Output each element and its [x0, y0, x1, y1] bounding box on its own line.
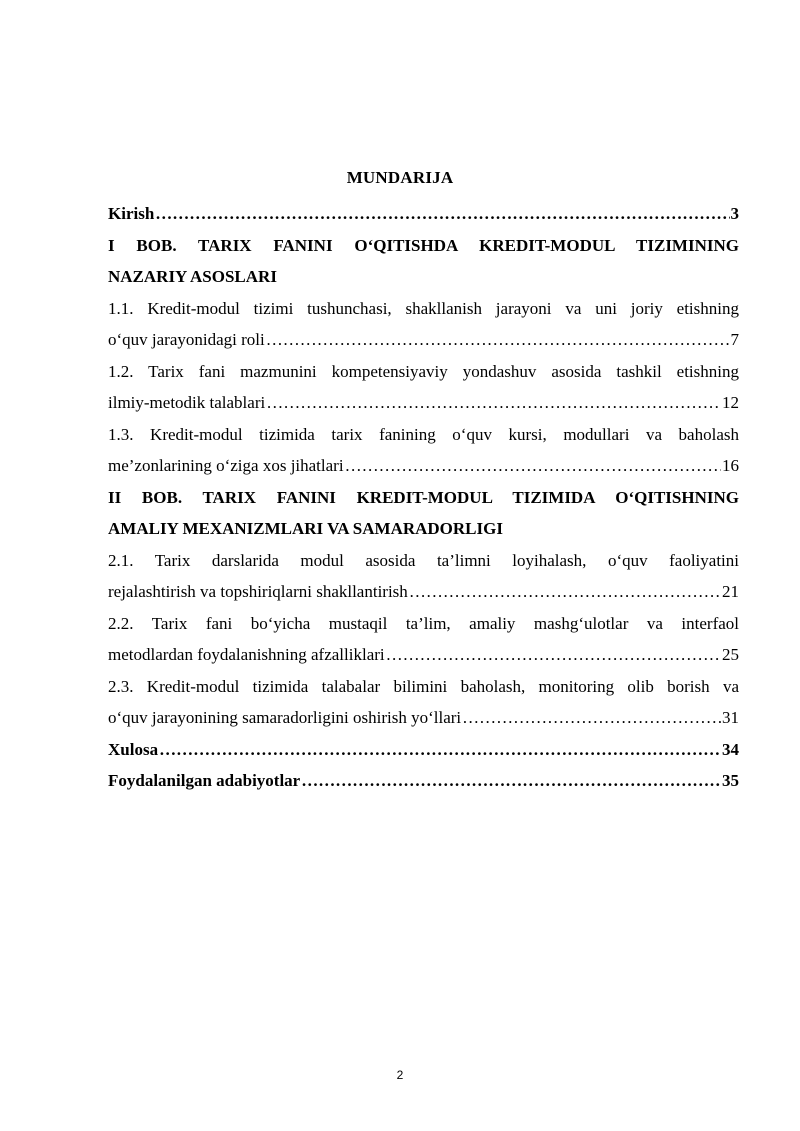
- toc-page-number: 3: [730, 204, 739, 223]
- toc-entry-text: 2.1. Tarix darslarida modul asosida ta’limni loyihalash, o‘quv faoliyatini: [108, 550, 739, 570]
- toc-page-number: 25: [722, 645, 739, 664]
- toc-entry-text: o‘quv jarayonidagi roli: [108, 330, 265, 349]
- toc-page-number: 35: [722, 771, 739, 790]
- toc-entry-text: NAZARIY ASOSLARI: [108, 267, 277, 286]
- toc-entry-text: me’zonlarining o‘ziga xos jihatlari: [108, 456, 344, 475]
- toc-entry-text: 1.1. Kredit-modul tizimi tushunchasi, shakllanish jarayoni va uni joriy etishning: [108, 298, 739, 318]
- dot-leader: [462, 702, 721, 734]
- dot-leader: [386, 639, 721, 671]
- toc-entry-section-1-1[interactable]: [108, 293, 739, 356]
- table-of-contents: [108, 198, 739, 797]
- toc-entry-text: o‘quv jarayonining samaradorligini oshirish yo‘llari: [108, 708, 462, 727]
- toc-entry-text: metodlardan foydalanishning afzalliklari: [108, 645, 385, 664]
- toc-entry-text: rejalashtirish va topshiriqlarni shakllantirish: [108, 582, 408, 601]
- toc-entry-text: ilmiy-metodik talablari: [108, 393, 266, 412]
- toc-entry-chapter-2[interactable]: [108, 482, 739, 545]
- toc-page-number: 21: [722, 582, 739, 601]
- dot-leader: [266, 324, 730, 356]
- toc-page-number: 34: [722, 739, 739, 759]
- page-number: 2: [396, 1068, 404, 1082]
- dot-leader: [409, 576, 721, 608]
- toc-entry-text: AMALIY MEXANIZMLARI VA SAMARADORLIGI: [108, 519, 503, 538]
- toc-entry-text: Foydalanilgan adabiyotlar: [108, 771, 301, 790]
- toc-page-number: 12: [722, 393, 739, 412]
- toc-title: MUNDARIJA: [346, 168, 454, 187]
- toc-page-number: 16: [722, 456, 739, 475]
- dot-leader: [266, 387, 721, 419]
- toc-entry-text: 2.3. Kredit-modul tizimida talabalar bilimini baholash, monitoring olib borish va: [108, 676, 739, 696]
- toc-entry-text: 1.3. Kredit-modul tizimida tarix fanining o‘quv kursi, modullari va baholash: [108, 424, 739, 444]
- toc-entry-references[interactable]: [108, 765, 739, 797]
- toc-entry-section-1-3[interactable]: [108, 419, 739, 482]
- dot-leader: [159, 734, 721, 766]
- toc-entry-text: I BOB. TARIX FANINI O‘QITISHDA KREDIT-MODUL TIZIMINING: [108, 235, 739, 255]
- toc-entry-conclusion[interactable]: [108, 734, 739, 766]
- toc-entry-text: II BOB. TARIX FANINI KREDIT-MODUL TIZIMIDA O‘QITISHNING: [108, 487, 739, 507]
- toc-page-number: 7: [730, 330, 739, 349]
- toc-entry-intro[interactable]: [108, 198, 739, 230]
- toc-entry-text: 2.2. Tarix fani bo‘yicha mustaqil ta’lim, amaliy mashg‘ulotlar va interfaol: [108, 613, 739, 633]
- toc-entry-section-2-2[interactable]: [108, 608, 739, 671]
- toc-entry-section-2-1[interactable]: [108, 545, 739, 608]
- toc-entry-text: Kirish: [108, 204, 155, 223]
- toc-page-number: 31: [722, 708, 739, 727]
- toc-entry-text: 1.2. Tarix fani mazmunini kompetensiyaviy yondashuv asosida tashkil etishning: [108, 361, 739, 381]
- toc-entry-chapter-1[interactable]: [108, 230, 739, 293]
- dot-leader: [155, 198, 729, 230]
- toc-entry-section-2-3[interactable]: [108, 671, 739, 734]
- dot-leader: [301, 765, 721, 797]
- dot-leader: [345, 450, 721, 482]
- toc-entry-text: Xulosa: [108, 739, 159, 759]
- toc-entry-section-1-2[interactable]: [108, 356, 739, 419]
